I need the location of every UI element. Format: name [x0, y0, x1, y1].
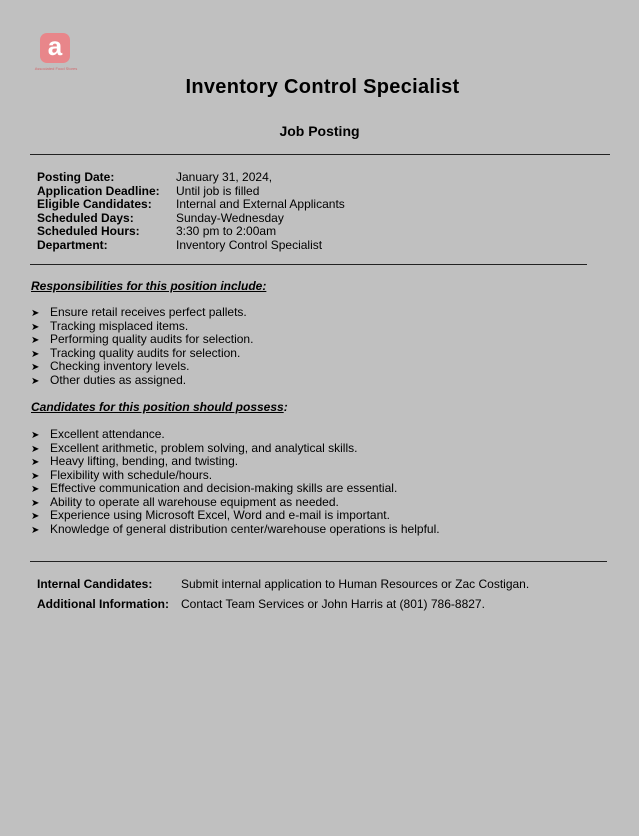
list-item-text: Ensure retail receives perfect pallets.: [50, 305, 247, 319]
list-item: [31, 320, 253, 334]
info-label: Department:: [37, 237, 108, 252]
info-value: Internal and External Applicants: [176, 197, 345, 211]
company-logo: [30, 33, 82, 73]
info-value: Inventory Control Specialist: [176, 237, 323, 252]
arrow-bullet-icon: ➤: [31, 362, 40, 373]
divider-footer: [30, 561, 607, 562]
footer-row-internal-candidates: [37, 576, 529, 596]
footer-value: Submit internal application to Human Resources or Zac Costigan.: [181, 577, 530, 591]
info-label: Posting Date:: [37, 170, 115, 184]
arrow-bullet-icon: ➤: [31, 497, 40, 509]
list-item-text: Performing quality audits for selection.: [50, 332, 254, 346]
list-item: [31, 442, 440, 456]
list-item: [31, 469, 440, 483]
logo-caption: Associated Food Stores: [34, 66, 78, 71]
arrow-bullet-icon: ➤: [31, 484, 40, 495]
list-item: [31, 374, 253, 388]
list-item-text: Other duties as assigned.: [50, 372, 187, 387]
list-item-text: Flexibility with schedule/hours.: [50, 467, 213, 482]
list-item-text: Tracking quality audits for selection.: [50, 345, 241, 360]
arrow-bullet-icon: ➤: [31, 308, 40, 319]
list-item-text: Heavy lifting, bending, and twisting.: [50, 454, 239, 468]
list-item: [31, 428, 440, 442]
divider-top: [30, 154, 610, 155]
info-row-application-deadline: [37, 185, 345, 199]
list-item: [31, 347, 253, 361]
list-item-text: Knowledge of general distribution center/warehouse operations is helpful.: [50, 521, 440, 536]
list-item: [31, 509, 440, 523]
list-item: [31, 482, 440, 496]
posting-info: [37, 171, 345, 252]
arrow-bullet-icon: ➤: [31, 457, 40, 468]
arrow-bullet-icon: ➤: [31, 348, 40, 360]
list-item-text: Ability to operate all warehouse equipment as needed.: [50, 494, 339, 509]
candidates-heading-text: Candidates for this position should possess: [31, 400, 284, 414]
footer-label: Internal Candidates:: [37, 577, 153, 591]
page-subtitle: Job Posting: [279, 123, 360, 139]
list-item-text: Tracking misplaced items.: [50, 318, 189, 333]
logo-badge: a: [40, 33, 70, 63]
responsibilities-heading: [31, 279, 266, 293]
list-item: [31, 455, 440, 469]
arrow-bullet-icon: ➤: [31, 321, 40, 333]
arrow-bullet-icon: ➤: [31, 430, 40, 441]
list-item: [31, 360, 253, 374]
arrow-bullet-icon: ➤: [31, 524, 40, 536]
info-row-department: [37, 239, 345, 253]
info-label: Application Deadline:: [37, 183, 160, 198]
info-row-posting-date: [37, 171, 345, 185]
list-item: [31, 333, 253, 347]
responsibilities-heading-text: Responsibilities for this position include:: [31, 279, 267, 293]
info-label: Scheduled Hours:: [37, 224, 140, 238]
info-label: Eligible Candidates:: [37, 197, 152, 211]
info-label: Scheduled Days:: [37, 210, 134, 225]
info-row-scheduled-days: [37, 212, 345, 226]
info-value: January 31, 2024,: [176, 170, 273, 184]
info-value: 3:30 pm to 2:00am: [176, 224, 277, 238]
list-item-text: Excellent arithmetic, problem solving, and analytical skills.: [50, 440, 358, 455]
candidates-heading-colon: :: [283, 400, 288, 414]
list-item-text: Checking inventory levels.: [50, 359, 190, 373]
candidates-heading: [31, 400, 288, 414]
footer-row-additional-information: [37, 596, 529, 616]
arrow-bullet-icon: ➤: [31, 443, 40, 455]
list-item: [31, 496, 440, 510]
arrow-bullet-icon: ➤: [31, 335, 40, 346]
candidates-list: [31, 428, 440, 536]
list-item-text: Experience using Microsoft Excel, Word and e-mail is important.: [50, 508, 390, 522]
list-item-text: Excellent attendance.: [50, 427, 165, 441]
list-item: [31, 523, 440, 537]
responsibilities-list: [31, 306, 253, 387]
page-title: Inventory Control Specialist: [185, 76, 460, 98]
info-row-scheduled-hours: [37, 225, 345, 239]
list-item-text: Effective communication and decision-making skills are essential.: [50, 481, 398, 495]
divider-info: [30, 264, 587, 265]
arrow-bullet-icon: ➤: [31, 511, 40, 522]
footer-value: Contact Team Services or John Harris at (801) 786-8827.: [181, 596, 485, 611]
info-value: Sunday-Wednesday: [176, 210, 284, 225]
info-row-eligible-candidates: [37, 198, 345, 212]
info-value: Until job is filled: [176, 183, 260, 198]
list-item: [31, 306, 253, 320]
footer-label: Additional Information:: [37, 596, 169, 611]
contact-info: [37, 576, 529, 615]
arrow-bullet-icon: ➤: [31, 470, 40, 482]
arrow-bullet-icon: ➤: [31, 375, 40, 387]
